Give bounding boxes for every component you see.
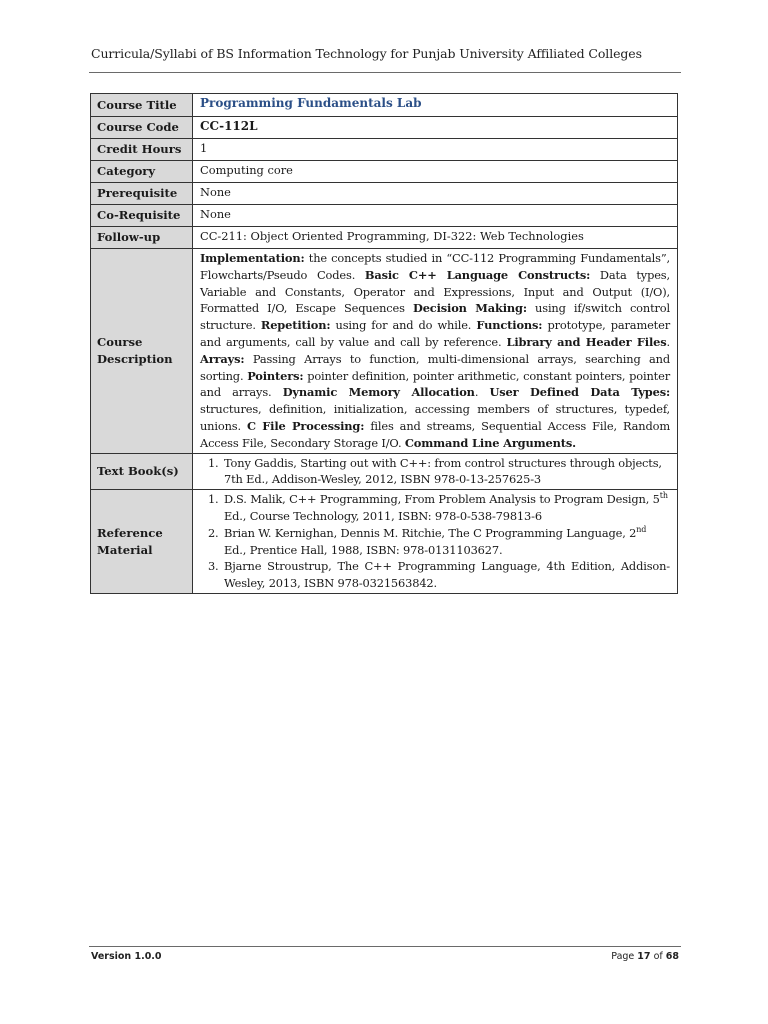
description-heading: Functions: (476, 318, 543, 333)
description-heading: Basic C++ Language Constructs: (364, 267, 591, 282)
row-label: Course Description (91, 249, 193, 454)
row-label: Prerequisite (91, 183, 193, 205)
ordinal-suffix: nd (636, 524, 647, 534)
description-text: structures, definition, initialization, accessing members of structures, typedef, unions. (200, 402, 670, 433)
page-header-title: Curricula/Syllabi of BS Information Technology for Punjab University Affiliated Colleges (91, 46, 642, 61)
description-text: Passing Arrays to function, multi-dimensional arrays, searching and sorting. (200, 351, 670, 383)
description-text: the concepts studied in “CC-112 Programming Fundamentals”, Flowcharts/Pseudo Codes. (200, 251, 670, 282)
description-text: prototype, parameter and arguments, call by value and call by reference. (200, 318, 670, 349)
table-row (91, 183, 678, 205)
row-label: Course Title (91, 94, 193, 117)
list-item (222, 525, 670, 559)
row-label: Credit Hours (91, 139, 193, 161)
table-row (91, 490, 678, 594)
footer-divider (89, 946, 681, 947)
course-description-value (193, 249, 678, 454)
row-label: Course Code (91, 117, 193, 139)
list-item (222, 491, 670, 525)
reference-text: Ed., Course Technology, 2011, ISBN: 978-0-538-79813-6 (224, 508, 542, 523)
current-page: 17 (637, 951, 651, 962)
description-heading: Dynamic Memory Allocation (282, 385, 475, 400)
version-label: Version 1.0.0 (91, 951, 162, 962)
reference-text: Brian W. Kernighan, Dennis M. Ritchie, The C Programming Language, 2 (224, 525, 637, 540)
table-row (91, 453, 678, 490)
header-divider (89, 72, 681, 73)
row-label: Reference Material (91, 490, 193, 594)
description-heading: Decision Making: (412, 301, 527, 316)
ordinal-suffix: th (659, 491, 668, 501)
table-row (91, 94, 678, 117)
course-title-value: Programming Fundamentals Lab (200, 96, 422, 110)
description-heading: Arrays: (200, 351, 245, 366)
description-text: using if/switch control structure. (200, 301, 670, 333)
description-heading: Repetition: (260, 318, 331, 333)
table-row (91, 161, 678, 183)
description-text: pointer definition, pointer arithmetic, constant pointers, pointer and arrays. (200, 368, 670, 400)
row-label: Text Book(s) (91, 453, 193, 490)
description-text: using for and do while. (330, 318, 477, 333)
course-code-value: CC-112L (200, 119, 258, 133)
table-row (91, 139, 678, 161)
description-heading: Command Line Arguments. (404, 435, 576, 450)
row-label: Category (91, 161, 193, 183)
description-heading: C File Processing: (246, 418, 365, 433)
course-table (90, 93, 678, 594)
description-heading: Library and Header Files (506, 334, 667, 349)
row-label: Co-Requisite (91, 205, 193, 227)
list-item (222, 558, 670, 592)
description-text: Data types, Variable and Constants, Operator and Expressions, Input and Output (I/O), Formatted I/O, Escape Sequences (200, 267, 670, 316)
reference-text: Bjarne Stroustrup, The C++ Programming Language, 4th Edition, Addison-Wesley, 2013, ISBN 978-0321563842. (224, 559, 670, 591)
list-item: 1. Tony Gaddis, Starting out with C++: from control structures through objects, 7th Ed., Addison-Wesley, 2012, ISBN 978-0-13-257625-3 (222, 455, 670, 489)
reference-text: Ed., Prentice Hall, 1988, ISBN: 978-0131103627. (224, 542, 503, 557)
prerequisite-value: None (193, 183, 678, 205)
description-heading: Implementation: (200, 251, 305, 265)
page-number (611, 951, 679, 962)
total-pages: 68 (665, 951, 679, 962)
table-row (91, 249, 678, 454)
textbook-list (200, 455, 670, 489)
page-prefix: Page (611, 951, 635, 962)
description-text: . (666, 334, 670, 349)
reference-list (200, 491, 670, 592)
credit-hours-value: 1 (193, 139, 678, 161)
description-heading: Pointers: (247, 368, 304, 383)
reference-text: D.S. Malik, C++ Programming, From Problem Analysis to Program Design, 5 (224, 492, 660, 507)
table-row (91, 205, 678, 227)
table-row (91, 227, 678, 249)
description-text: files and streams, Sequential Access File, Random Access File, Secondary Storage I/O. (200, 418, 670, 450)
description-heading: User Defined Data Types: (489, 385, 671, 400)
row-label: Follow-up (91, 227, 193, 249)
follow-up-value: CC-211: Object Oriented Programming, DI-322: Web Technologies (193, 227, 678, 249)
page-of: of (653, 951, 663, 962)
description-text: . (474, 385, 490, 400)
table-row (91, 117, 678, 139)
corequisite-value: None (193, 205, 678, 227)
category-value: Computing core (193, 161, 678, 183)
